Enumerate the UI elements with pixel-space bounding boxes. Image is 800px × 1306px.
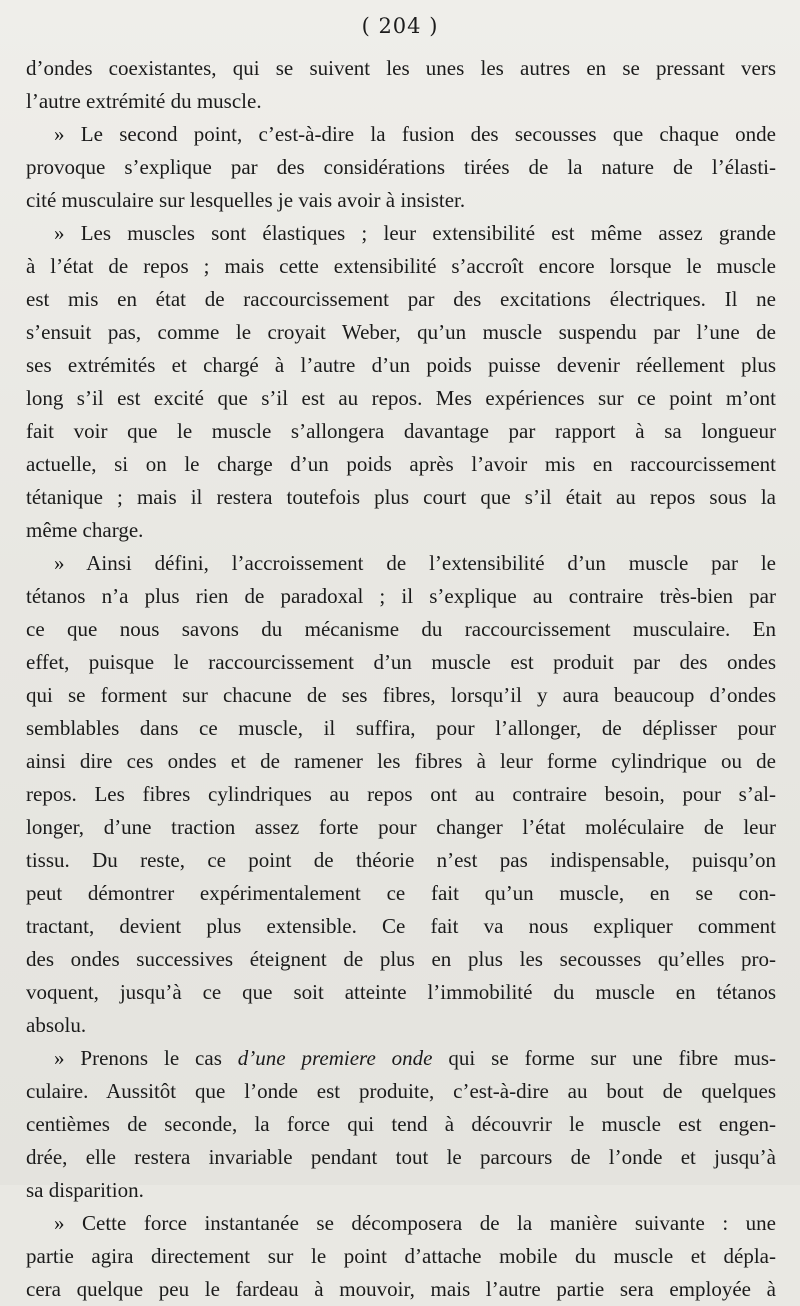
text-line: fait voir que le muscle s’allongera davantage par rapport à sa longueur: [26, 419, 776, 443]
italic-phrase: d’une premiere onde: [237, 1046, 433, 1070]
text-line: » Le second point, c’est-à-dire la fusion des secousses que chaque onde: [54, 122, 776, 146]
text-line: l’autre extrémité du muscle.: [26, 89, 262, 113]
text-line: long s’il est excité que s’il est au repos. Mes expériences sur ce point m’ont: [26, 386, 776, 410]
text-line: » Cette force instantanée se décomposera de la manière suivante : une: [54, 1211, 776, 1235]
text-line: absolu.: [26, 1013, 87, 1037]
text-line: ses extrémités et chargé à l’autre d’un poids puisse devenir réellement plus: [26, 353, 776, 377]
text-line: peut démontrer expérimentalement ce fait qu’un muscle, en se con-: [26, 881, 776, 905]
text-line: qui se forment sur chacune de ses fibres, lorsqu’il y aura beaucoup d’ondes: [26, 683, 776, 707]
text-line: » Ainsi défini, l’accroissement de l’extensibilité d’un muscle par le: [54, 551, 776, 575]
text-line: culaire. Aussitôt que l’onde est produite, c’est-à-dire au bout de quelques: [26, 1079, 776, 1103]
text-line: partie agira directement sur le point d’attache mobile du muscle et dépla-: [26, 1244, 776, 1268]
text-line: tétanique ; mais il restera toutefois plus court que s’il était au repos sous la: [26, 485, 776, 509]
text-line: ainsi dire ces ondes et de ramener les fibres à leur forme cylindrique ou de: [26, 749, 776, 773]
page-number: ( 204 ): [361, 14, 439, 38]
text-line: sa disparition.: [26, 1178, 144, 1202]
text-segment: » Prenons le cas: [54, 1046, 238, 1070]
text-line: cité musculaire sur lesquelles je vais avoir à insister.: [26, 188, 466, 212]
text-line: longer, d’une traction assez forte pour changer l’état moléculaire de leur: [26, 815, 776, 839]
text-line: centièmes de seconde, la force qui tend à découvrir le muscle est engen-: [26, 1112, 776, 1136]
text-line: des ondes successives éteignent de plus en plus les secousses qu’elles pro-: [26, 947, 776, 971]
text-line: est mis en état de raccourcissement par des excitations électriques. Il ne: [26, 287, 776, 311]
text-line: repos. Les fibres cylindriques au repos ont au contraire besoin, pour s’al-: [26, 782, 776, 806]
text-line: drée, elle restera invariable pendant tout le parcours de l’onde et jusqu’à: [26, 1145, 776, 1169]
text-line: actuelle, si on le charge d’un poids après l’avoir mis en raccourcissement: [26, 452, 776, 476]
text-line: provoque s’explique par des considérations tirées de la nature de l’élasti-: [26, 155, 776, 179]
text-line: voquent, jusqu’à ce que soit atteinte l’immobilité du muscle en tétanos: [26, 980, 776, 1004]
text-line-with-italic: [26, 1042, 776, 1075]
text-line: même charge.: [26, 518, 144, 542]
text-line: tissu. Du reste, ce point de théorie n’est pas indispensable, puisqu’on: [26, 848, 776, 872]
text-body: [26, 52, 776, 1306]
text-line: ce que nous savons du mécanisme du raccourcissement musculaire. En: [26, 617, 776, 641]
text-line: semblables dans ce muscle, il suffira, pour l’allonger, de déplisser pour: [26, 716, 776, 740]
text-segment: qui se forme sur une fibre mus-: [432, 1046, 776, 1070]
text-line: effet, puisque le raccourcissement d’un muscle est produit par des ondes: [26, 650, 776, 674]
text-line: tractant, devient plus extensible. Ce fait va nous expliquer comment: [26, 914, 776, 938]
text-line: tétanos n’a plus rien de paradoxal ; il s’explique au contraire très-bien par: [26, 584, 776, 608]
text-line: s’ensuit pas, comme le croyait Weber, qu’un muscle suspendu par l’une de: [26, 320, 776, 344]
text-line: à l’état de repos ; mais cette extensibilité s’accroît encore lorsque le muscle: [26, 254, 776, 278]
text-line: » Les muscles sont élastiques ; leur extensibilité est même assez grande: [54, 221, 776, 245]
text-line: d’ondes coexistantes, qui se suivent les unes les autres en se pressant vers: [26, 56, 776, 80]
text-line: cera quelque peu le fardeau à mouvoir, mais l’autre partie sera employée à: [26, 1277, 776, 1301]
